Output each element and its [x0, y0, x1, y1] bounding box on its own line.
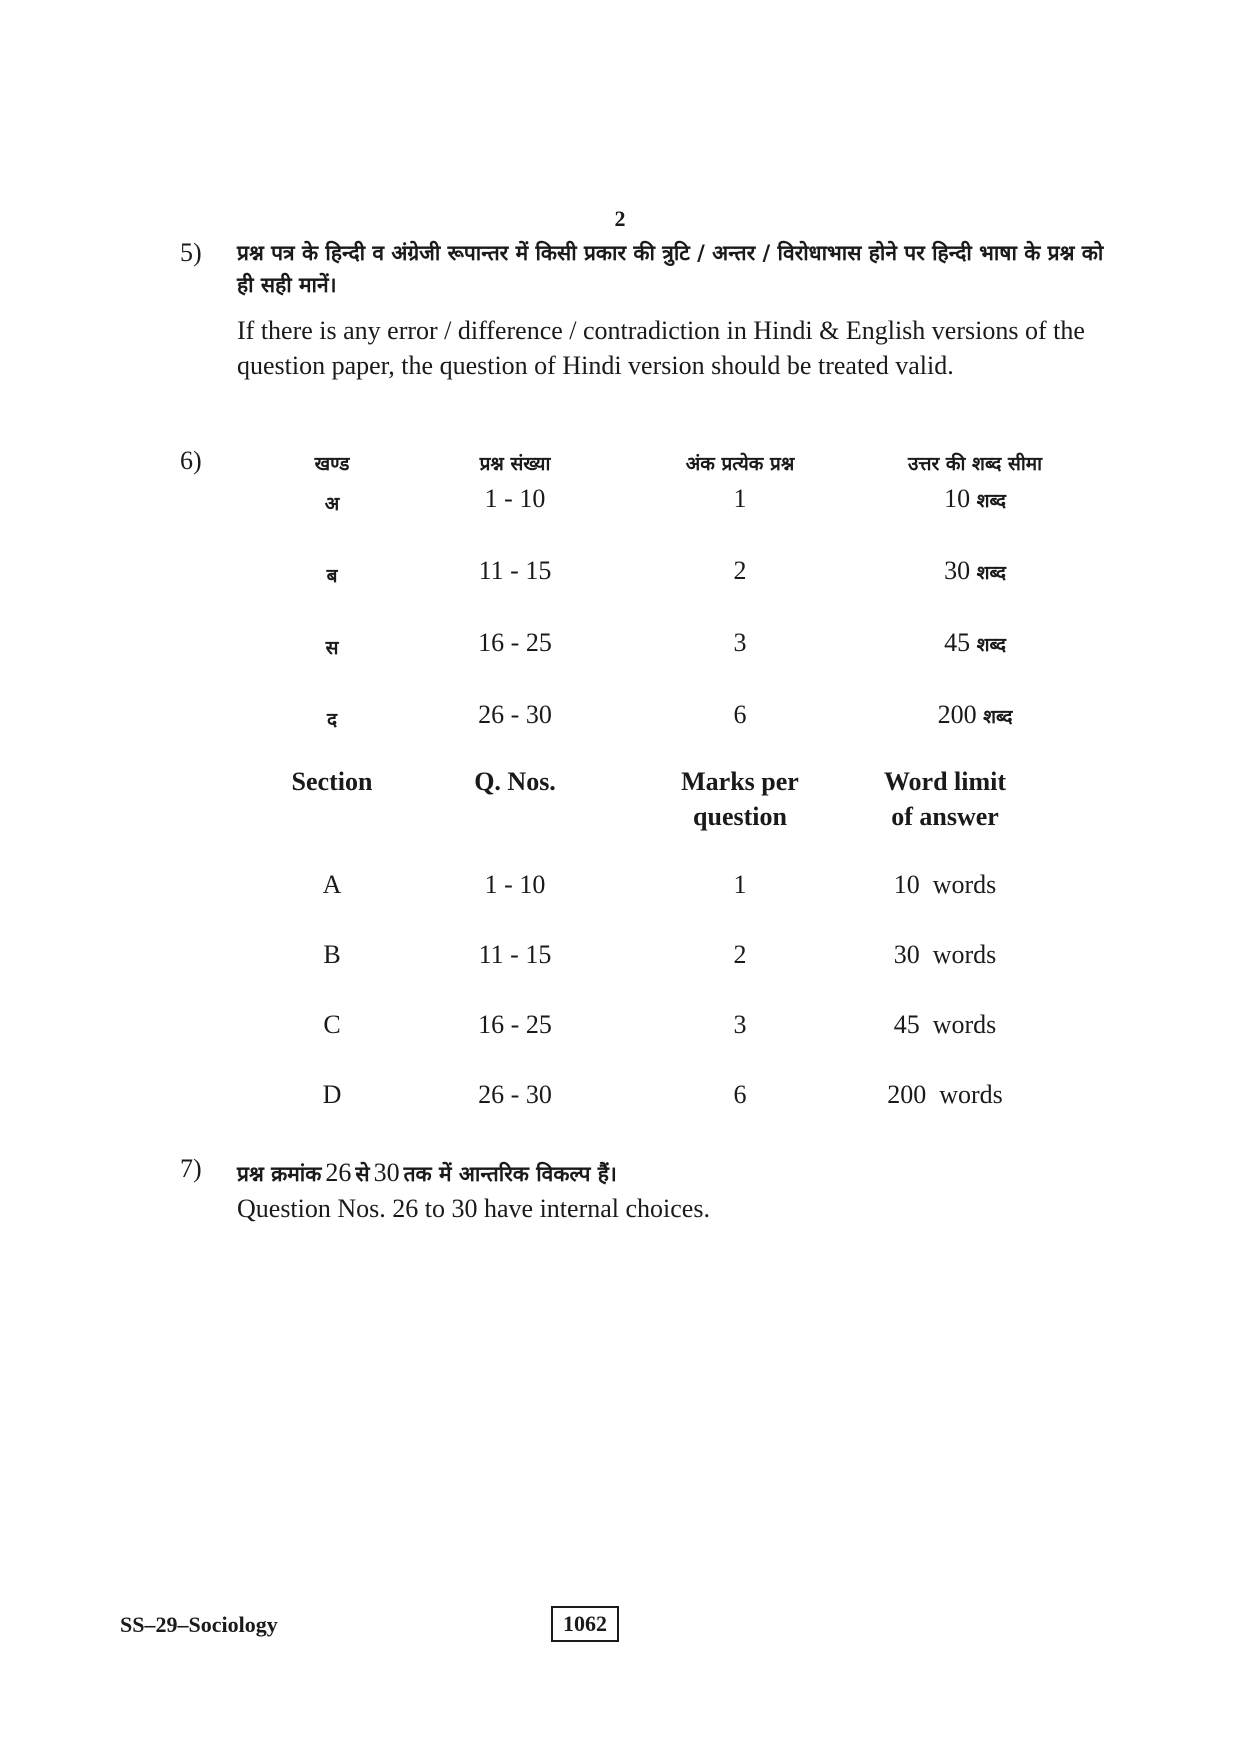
- limit-unit: शब्द: [983, 706, 1013, 728]
- english-row-limit: 45 words: [893, 1010, 997, 1039]
- q6-number: 6): [180, 446, 202, 475]
- english-row-section: D: [322, 1080, 342, 1109]
- q7-english-text: Question Nos. 26 to 30 have internal choices.: [237, 1194, 710, 1223]
- limit-number: 10: [944, 484, 971, 513]
- footer-subject: SS–29–Sociology: [120, 1612, 278, 1637]
- hindi-row-marks: 6: [733, 700, 747, 729]
- hindi-row-marks: 3: [733, 628, 747, 657]
- q5-hindi-text: प्रश्न पत्र के हिन्दी व अंग्रेजी रूपान्तर में किसी प्रकार की त्रुटि / अन्तर / विरोधाभास होने पर हिन्दी भाषा के प्रश्न को ही सही मानें।: [237, 241, 1104, 297]
- english-header-limit: [845, 764, 1045, 834]
- hindi-row-limit: [845, 628, 1105, 658]
- hindi-row-qnos: 26 - 30: [478, 700, 552, 729]
- english-header-marks-line2: question: [693, 802, 787, 831]
- hindi-row-section: स: [325, 637, 339, 659]
- limit-unit: शब्द: [976, 490, 1006, 512]
- hindi-row-limit: [845, 556, 1105, 586]
- q5-english-text: If there is any error / difference / contradiction in Hindi & English versions of the question paper, the question of Hindi version should be treated valid.: [237, 316, 1085, 380]
- hindi-row-section: अ: [324, 493, 340, 515]
- limit-unit: शब्द: [976, 634, 1006, 656]
- english-header-limit-line1: Word limit: [883, 767, 1007, 796]
- limit-number: 200: [937, 700, 977, 729]
- hindi-row-marks: 1: [733, 484, 747, 513]
- hindi-row-qnos: 16 - 25: [478, 628, 552, 657]
- hindi-row-qnos: 1 - 10: [484, 484, 546, 513]
- q7-hindi-prefix: प्रश्न क्रमांक: [237, 1162, 322, 1186]
- english-row-qnos: 1 - 10: [484, 870, 546, 899]
- footer-page-code: 1062: [551, 1606, 619, 1642]
- english-header-marks-line1: Marks per: [681, 767, 799, 796]
- english-row-section: C: [323, 1010, 341, 1039]
- hindi-row-limit: [845, 700, 1105, 730]
- english-row-qnos: 26 - 30: [478, 1080, 552, 1109]
- hindi-row-marks: 2: [733, 556, 747, 585]
- english-row-marks: 1: [733, 870, 747, 899]
- english-row-section: A: [322, 870, 342, 899]
- english-row-marks: 6: [733, 1080, 747, 1109]
- q7-number: 7): [180, 1154, 202, 1183]
- english-header-limit-line2: of answer: [891, 802, 999, 831]
- english-row-marks: 2: [733, 940, 747, 969]
- limit-number: 45: [944, 628, 971, 657]
- q7-hindi-mid: से: [355, 1162, 370, 1186]
- limit-unit: शब्द: [976, 562, 1006, 584]
- hindi-header-marks: अंक प्रत्येक प्रश्न: [685, 453, 795, 475]
- hindi-row-qnos: 11 - 15: [478, 556, 552, 585]
- hindi-row-section: द: [326, 709, 338, 731]
- hindi-row-limit: [845, 484, 1105, 514]
- limit-number: 30: [944, 556, 971, 585]
- english-row-marks: 3: [733, 1010, 747, 1039]
- english-row-limit: 10 words: [893, 870, 997, 899]
- q7-hindi-text: [237, 1155, 617, 1190]
- english-row-section: B: [323, 940, 341, 969]
- q7-hindi-num2: 30: [373, 1158, 400, 1187]
- english-row-qnos: 11 - 15: [478, 940, 552, 969]
- q5-number: 5): [180, 238, 202, 267]
- q7-hindi-suffix: तक में आन्तरिक विकल्प हैं।: [403, 1162, 617, 1186]
- page-number: 2: [614, 206, 626, 231]
- hindi-header-section: खण्ड: [314, 453, 350, 475]
- english-row-qnos: 16 - 25: [478, 1010, 552, 1039]
- q7-hindi-num1: 26: [325, 1158, 352, 1187]
- english-header-qnos: Q. Nos.: [474, 767, 556, 796]
- english-row-limit: 200 words: [887, 1080, 1003, 1109]
- hindi-header-qnos: प्रश्न संख्या: [479, 453, 551, 475]
- hindi-header-limit: उत्तर की शब्द सीमा: [907, 453, 1043, 475]
- english-header-section: Section: [291, 767, 373, 796]
- hindi-row-section: ब: [326, 565, 338, 587]
- english-row-limit: 30 words: [893, 940, 997, 969]
- english-header-marks: [640, 764, 840, 834]
